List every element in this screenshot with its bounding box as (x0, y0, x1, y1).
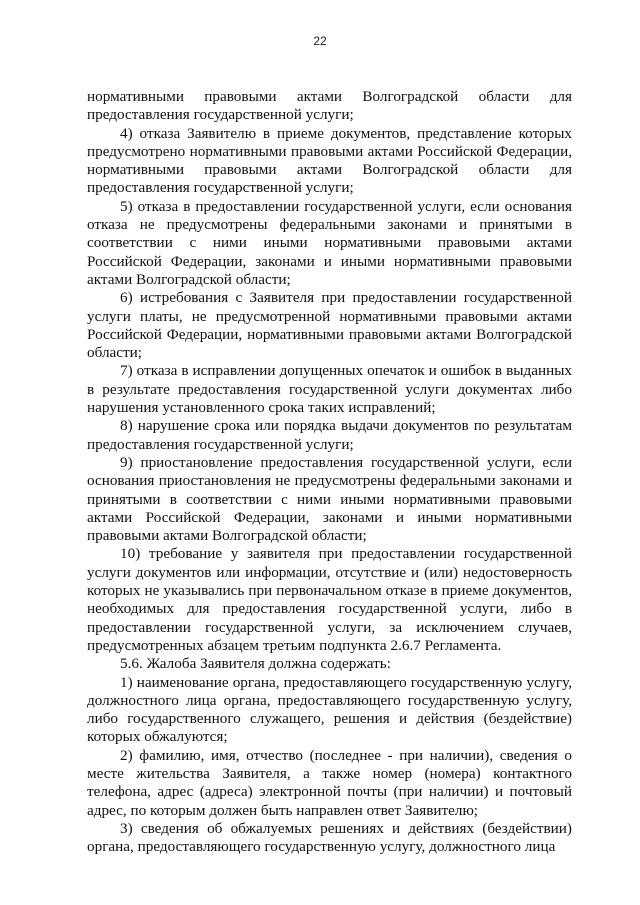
section-heading-5-6: 5.6. Жалоба Заявителя должна содержать: (120, 655, 391, 673)
paragraph-complaint-3: 3) сведения об обжалуемых решениях и действиях (бездействии) органа, предоставляющего государственную услугу, должностного лица (87, 819, 572, 856)
page-number: 22 (313, 34, 327, 48)
paragraph-item-8: 8) нарушение срока или порядка выдачи документов по результатам предоставления государственной услуги; (87, 417, 572, 453)
paragraph-complaint-2: 2) фамилию, имя, отчество (последнее - при наличии), сведения о месте жительства Заявителя, а также номер (номера) контактного телефона, адрес (адреса) электронной почты (при наличии) и почтовый адрес, по которым должен быть направлен ответ Заявителю; (87, 746, 572, 819)
paragraph-item-4: 4) отказа Заявителю в приеме документов, представление которых предусмотрено нормативными правовыми актами Российской Федерации, нормативными правовыми актами Волгоградской области для предоставления государственной услуги; (87, 124, 572, 197)
paragraph-continuation: нормативными правовыми актами Волгоградской области для предоставления государственной услуги; (87, 88, 572, 124)
paragraph-item-6: 6) истребования с Заявителя при предоставлении государственной услуги платы, не предусмотренной нормативными правовыми актами Российской Федерации, нормативными правовыми актами Волгоградской области; (87, 289, 572, 362)
paragraph-item-7: 7) отказа в исправлении допущенных опечаток и ошибок в выданных в результате предоставления государственной услуги документах либо нарушения установленного срока таких исправлений; (87, 362, 572, 417)
paragraph-item-5: 5) отказа в предоставлении государственной услуги, если основания отказа не предусмотрены федеральными законами и принятыми в соответствии с ними иными нормативными правовыми актами Российской Федерации, законами и иными нормативными правовыми актами Волгоградской области; (87, 197, 572, 288)
paragraph-item-10: 10) требование у заявителя при предоставлении государственной услуги документов или информации, отсутствие и (или) недостоверность которых не указывались при первоначальном отказе в приеме документов, необходимых для предоставления государственной услуги, либо в предоставлении государственной услуги, за исключением случаев, предусмотренных абзацем третьим подпункта 2.6.7 Регламента. (87, 545, 572, 654)
document-body (87, 88, 572, 856)
paragraph-complaint-1: 1) наименование органа, предоставляющего государственную услугу, должностного лица органа, предоставляющего государственную услугу, либо государственного служащего, решения и действия (бездействие) которых обжалуются; (87, 673, 572, 746)
paragraph-item-9: 9) приостановление предоставления государственной услуги, если основания приостановления не предусмотрены федеральными законами и принятыми в соответствии с ними иными нормативными правовыми актами Российской Федерации, законами и иными нормативными правовыми актами Волгоградской области; (87, 453, 572, 545)
